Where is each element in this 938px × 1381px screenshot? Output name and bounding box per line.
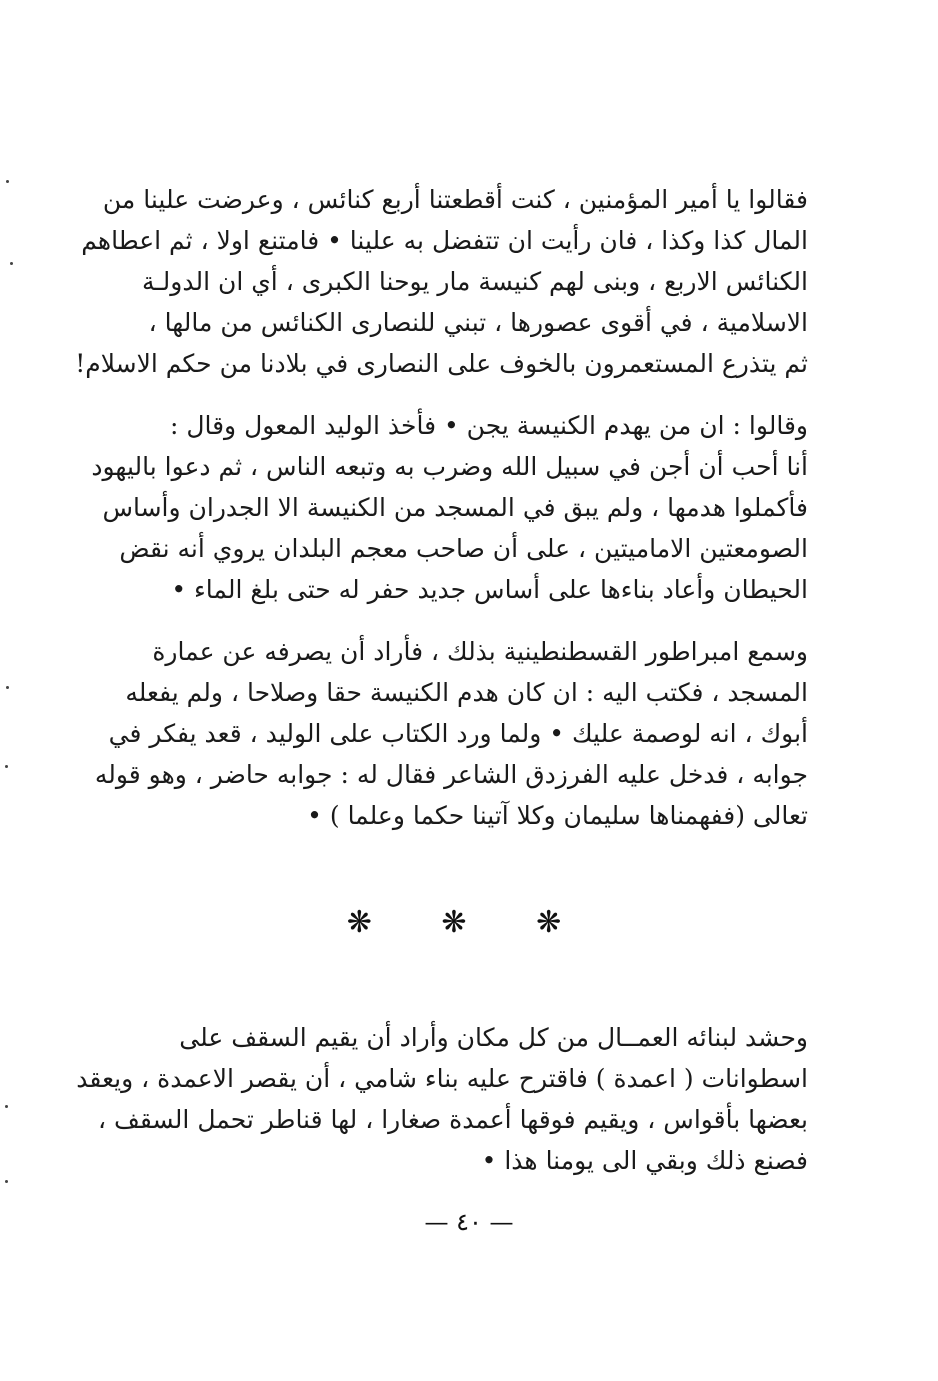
text-line: وقالوا : ان من يهدم الكنيسة يجن • فأخذ الوليد المعول وقال : <box>169 411 808 440</box>
scan-speck <box>5 1180 8 1183</box>
text-line: فأكملوا هدمها ، ولم يبق في المسجد من الكنيسة الا الجدران وأساس <box>102 493 808 522</box>
page-number: — ٤٠ — <box>424 1208 514 1236</box>
text-line: الكنائس الاربع ، وبنى لهم كنيسة مار يوحنا الكبرى ، أي ان الدولـة <box>141 267 808 296</box>
text-line: فصنع ذلك وبقي الى يومنا هذا • <box>481 1146 808 1175</box>
text-line: تعالى (ففهمناها سليمان وكلا آتينا حكما وعلما ) • <box>307 801 808 830</box>
text-line: الحيطان وأعاد بناءها على أساس جديد حفر له حتى بلغ الماء • <box>171 575 808 604</box>
text-line: اسطوانات ( اعمدة ) فاقترح عليه بناء شامي ، أن يقصر الاعمدة ، ويعقد <box>76 1064 808 1093</box>
text-line: الصومعتين الاماميتين ، على أن صاحب معجم البلدان يروي أنه نقض <box>119 534 808 563</box>
text-line: وسمع امبراطور القسطنطينية بذلك ، فأراد أن يصرفه عن عمارة <box>152 637 808 666</box>
text-line: فقالوا يا أمير المؤمنين ، كنت أقطعتنا أربع كنائس ، وعرضت علينا من <box>102 185 808 214</box>
paragraph-3 <box>94 631 808 836</box>
scan-speck <box>6 686 9 689</box>
text-line: ثم يتذرع المستعمرون بالخوف على النصارى في بلادنا من حكم الاسلام! <box>75 349 808 378</box>
scan-speck <box>10 262 13 265</box>
text-line: المال كذا وكذا ، فان رأيت ان تتفضل به علينا • فامتنع اولا ، ثم اعطاهم <box>81 226 808 255</box>
text-line: أنا أحب أن أجن في سبيل الله وضرب به وتبعه الناس ، ثم دعوا باليهود <box>91 452 808 481</box>
paragraph-4 <box>76 1017 808 1181</box>
text-line: وحشد لبنائه العمــال من كل مكان وأراد أن يقيم السقف على <box>179 1023 808 1052</box>
text-line: الاسلامية ، في أقوى عصورها ، تبني للنصارى الكنائس من مالها ، <box>148 308 808 337</box>
text-line: المسجد ، فكتب اليه : ان كان هدم الكنيسة حقا وصلاحا ، ولم يفعله <box>125 678 808 707</box>
text-line: أبوك ، انه لوصمة عليك • ولما ورد الكتاب على الوليد ، قعد يفكر في <box>108 719 808 748</box>
scan-speck <box>6 180 9 183</box>
text-line: جوابه ، فدخل عليه الفرزدق الشاعر فقال له : جوابه حاضر ، وهو قوله <box>94 760 808 789</box>
text-line: بعضها بأقواس ، ويقيم فوقها أعمدة صغارا ، لها قناطر تحمل السقف ، <box>97 1105 808 1134</box>
section-separator: ❋ ❋ ❋ <box>346 905 592 940</box>
paragraph-2 <box>91 405 808 610</box>
scan-speck <box>5 765 8 768</box>
paragraph-1 <box>75 179 808 384</box>
scan-speck <box>5 1105 8 1108</box>
